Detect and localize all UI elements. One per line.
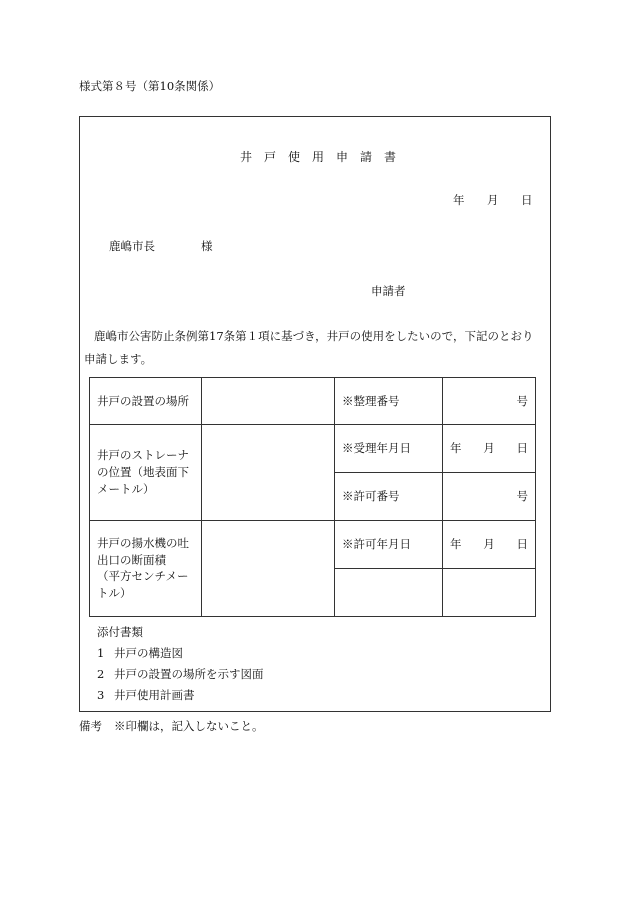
attachment-num: 3	[97, 688, 105, 702]
admin-number-value	[443, 378, 536, 425]
attachments-heading: 添付書類	[97, 625, 143, 639]
attachment-num: 2	[97, 667, 105, 681]
strainer-value[interactable]	[202, 425, 335, 520]
permit-month: 月	[483, 536, 495, 551]
date-month: 月	[487, 193, 499, 207]
attachment-text: 井戸の設置の場所を示す図面	[114, 667, 264, 681]
attachment-num: 1	[97, 646, 105, 660]
permit-number-value	[443, 473, 536, 520]
body-text-line2: 申請します。	[84, 352, 153, 366]
addressee-honorific: 様	[201, 239, 213, 253]
admin-number-unit: 号	[516, 393, 528, 408]
attachment-text: 井戸の構造図	[114, 646, 183, 660]
applicant-label: 申請者	[371, 284, 406, 298]
permit-year: 年	[450, 536, 462, 551]
outlet-label-line: （平方センチメー	[97, 569, 189, 584]
strainer-label-line: 井戸のストレーナ	[97, 448, 189, 463]
strainer-label-line: メートル）	[97, 481, 155, 496]
strainer-label-line: の位置（地表面下	[97, 465, 189, 480]
remarks-label: 備考	[79, 719, 102, 733]
permit-number-label: ※許可番号	[335, 473, 443, 520]
blank-admin-cell	[335, 568, 443, 616]
form-title: 井戸使用申請書	[240, 150, 409, 164]
remarks-text: ※印欄は，記入しないこと。	[114, 719, 264, 733]
outlet-label	[90, 520, 202, 616]
received-month: 月	[483, 441, 495, 456]
body-text-line1: 鹿嶋市公害防止条例第17条第１項に基づき，井戸の使用をしたいので，下記のとおり	[94, 329, 534, 343]
permit-date-label: ※許可年月日	[335, 520, 443, 568]
outlet-label-line: 出口の断面積	[97, 552, 166, 567]
received-date-label: ※受理年月日	[335, 425, 443, 473]
received-date-value	[443, 425, 536, 473]
form-id: 様式第８号（第10条関係）	[79, 79, 221, 93]
permit-day: 日	[516, 536, 528, 551]
outlet-label-line: トル）	[97, 585, 132, 600]
addressee-name: 鹿嶋市長	[109, 239, 155, 253]
date-year: 年	[453, 193, 465, 207]
admin-number-label: ※整理番号	[335, 378, 443, 425]
attachment-text: 井戸使用計画書	[114, 688, 195, 702]
received-year: 年	[450, 441, 462, 456]
received-day: 日	[516, 441, 528, 456]
date-day: 日	[521, 193, 533, 207]
strainer-label	[90, 425, 202, 520]
outlet-label-line: 井戸の揚水機の吐	[97, 535, 189, 550]
application-table	[89, 377, 536, 617]
location-value[interactable]	[202, 378, 335, 425]
blank-admin-value	[443, 568, 536, 616]
permit-number-unit: 号	[516, 489, 528, 504]
permit-date-value	[443, 520, 536, 568]
outlet-value[interactable]	[202, 520, 335, 616]
location-label: 井戸の設置の場所	[90, 378, 202, 425]
